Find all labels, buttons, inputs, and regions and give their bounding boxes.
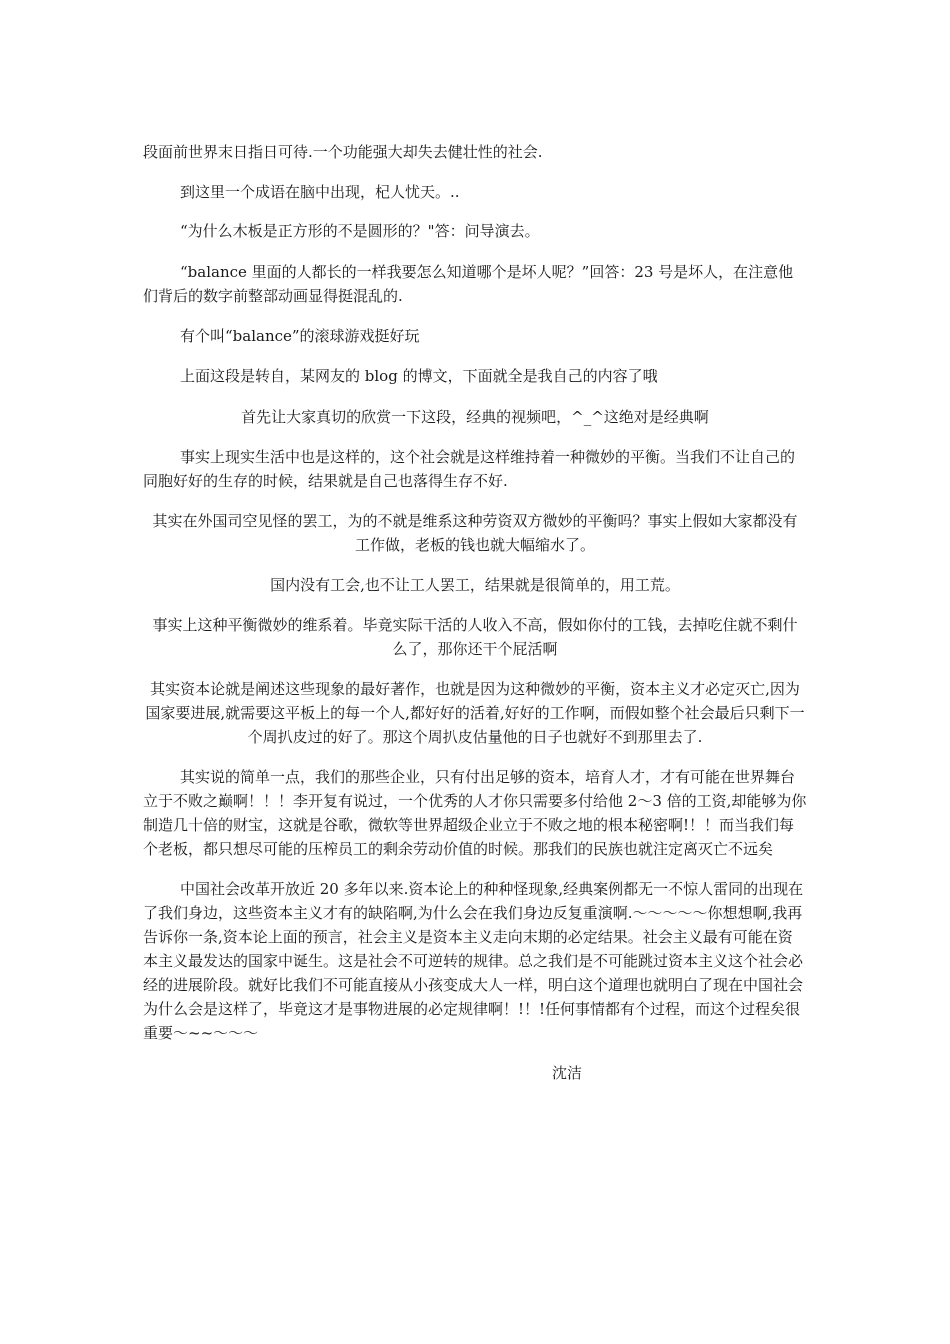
paragraph-11: 事实上这种平衡微妙的维系着。毕竟实际干活的人收入不高，假如你付的工钱，去掉吃住就不剩什么了，那你还干个屁活啊 (152, 616, 798, 658)
paragraph-2: 到这里一个成语在脑中出现，杞人忧天。.. (180, 183, 460, 201)
paragraph-14: 中国社会改革开放近 20 多年以来.资本论上的种种怪现象,经典案例都无一不惊人雷同的出现在了我们身边，这些资本主义才有的缺陷啊,为什么会在我们身边反复重演啊.～～～～～你想想啊,我再告诉你一条,资本论上面的预言，社会主义是资本主义走向末期的必定结果。社会主义最有可能在资本主义最发达的国家中诞生。这是社会不可逆转的规律。总之我们是不可能跳过资本主义这个社会必经的进展阶段。就好比我们不可能直接从小孩变成大人一样，明白这个道理也就明白了现在中国社会为什么会是这样了，毕竟这才是事物进展的必定规律啊！!！!任何事情都有个过程，而这个过程矣很重要～~~～～～ (143, 880, 804, 1042)
paragraph-3: “为什么木板是正方形的不是圆形的？"答：问导演去。 (180, 222, 540, 240)
paragraph-4: “balance 里面的人都长的一样我要怎么知道哪个是坏人呢？”回答：23 号是坏人，在注意他们背后的数字前整部动画显得挺混乱的. (143, 263, 794, 305)
paragraph-1: 段面前世界末日指日可待.一个功能强大却失去健壮性的社会. (143, 143, 543, 161)
author-signature: 沈洁 (551, 1064, 582, 1082)
document-page (143, 140, 807, 1085)
paragraph-10: 国内没有工会,也不让工人罢工，结果就是很简单的，用工荒。 (270, 576, 680, 594)
paragraph-7: 首先让大家真切的欣赏一下这段，经典的视频吧，^_^这绝对是经典啊 (241, 408, 709, 426)
paragraph-6: 上面这段是转自，某网友的 blog 的博文，下面就全是我自己的内容了哦 (180, 367, 658, 385)
paragraph-8: 事实上现实生活中也是这样的，这个社会就是这样维持着一种微妙的平衡。当我们不让自己的同胞好好的生存的时候，结果就是自己也落得生存不好. (143, 448, 796, 490)
paragraph-13: 其实说的简单一点，我们的那些企业，只有付出足够的资本，培育人才，才有可能在世界舞台立于不败之巅啊！！！李开复有说过，一个优秀的人才你只需要多付给他 2～3 倍的工资,却能够为你制造几十倍的财宝，这就是谷歌，微软等世界超级企业立于不败之地的根本秘密啊!！！而当我们每个老板，都只想尽可能的压榨员工的剩余劳动价值的时候。那我们的民族也就注定离灭亡不远矣 (143, 768, 807, 858)
paragraph-9: 其实在外国司空见怪的罢工，为的不就是维系这种劳资双方微妙的平衡吗？事实上假如大家都没有工作做，老板的钱也就大幅缩水了。 (152, 512, 798, 554)
paragraph-5: 有个叫“balance”的滚球游戏挺好玩 (180, 327, 420, 345)
paragraph-12: 其实资本论就是阐述这些现象的最好著作，也就是因为这种微妙的平衡，资本主义才必定灭亡,因为国家要进展,就需要这平板上的每一个人,都好好的活着,好好的工作啊，而假如整个社会最后只剩下一个周扒皮过的好了。那这个周扒皮估量他的日子也就好不到那里去了. (145, 680, 805, 746)
